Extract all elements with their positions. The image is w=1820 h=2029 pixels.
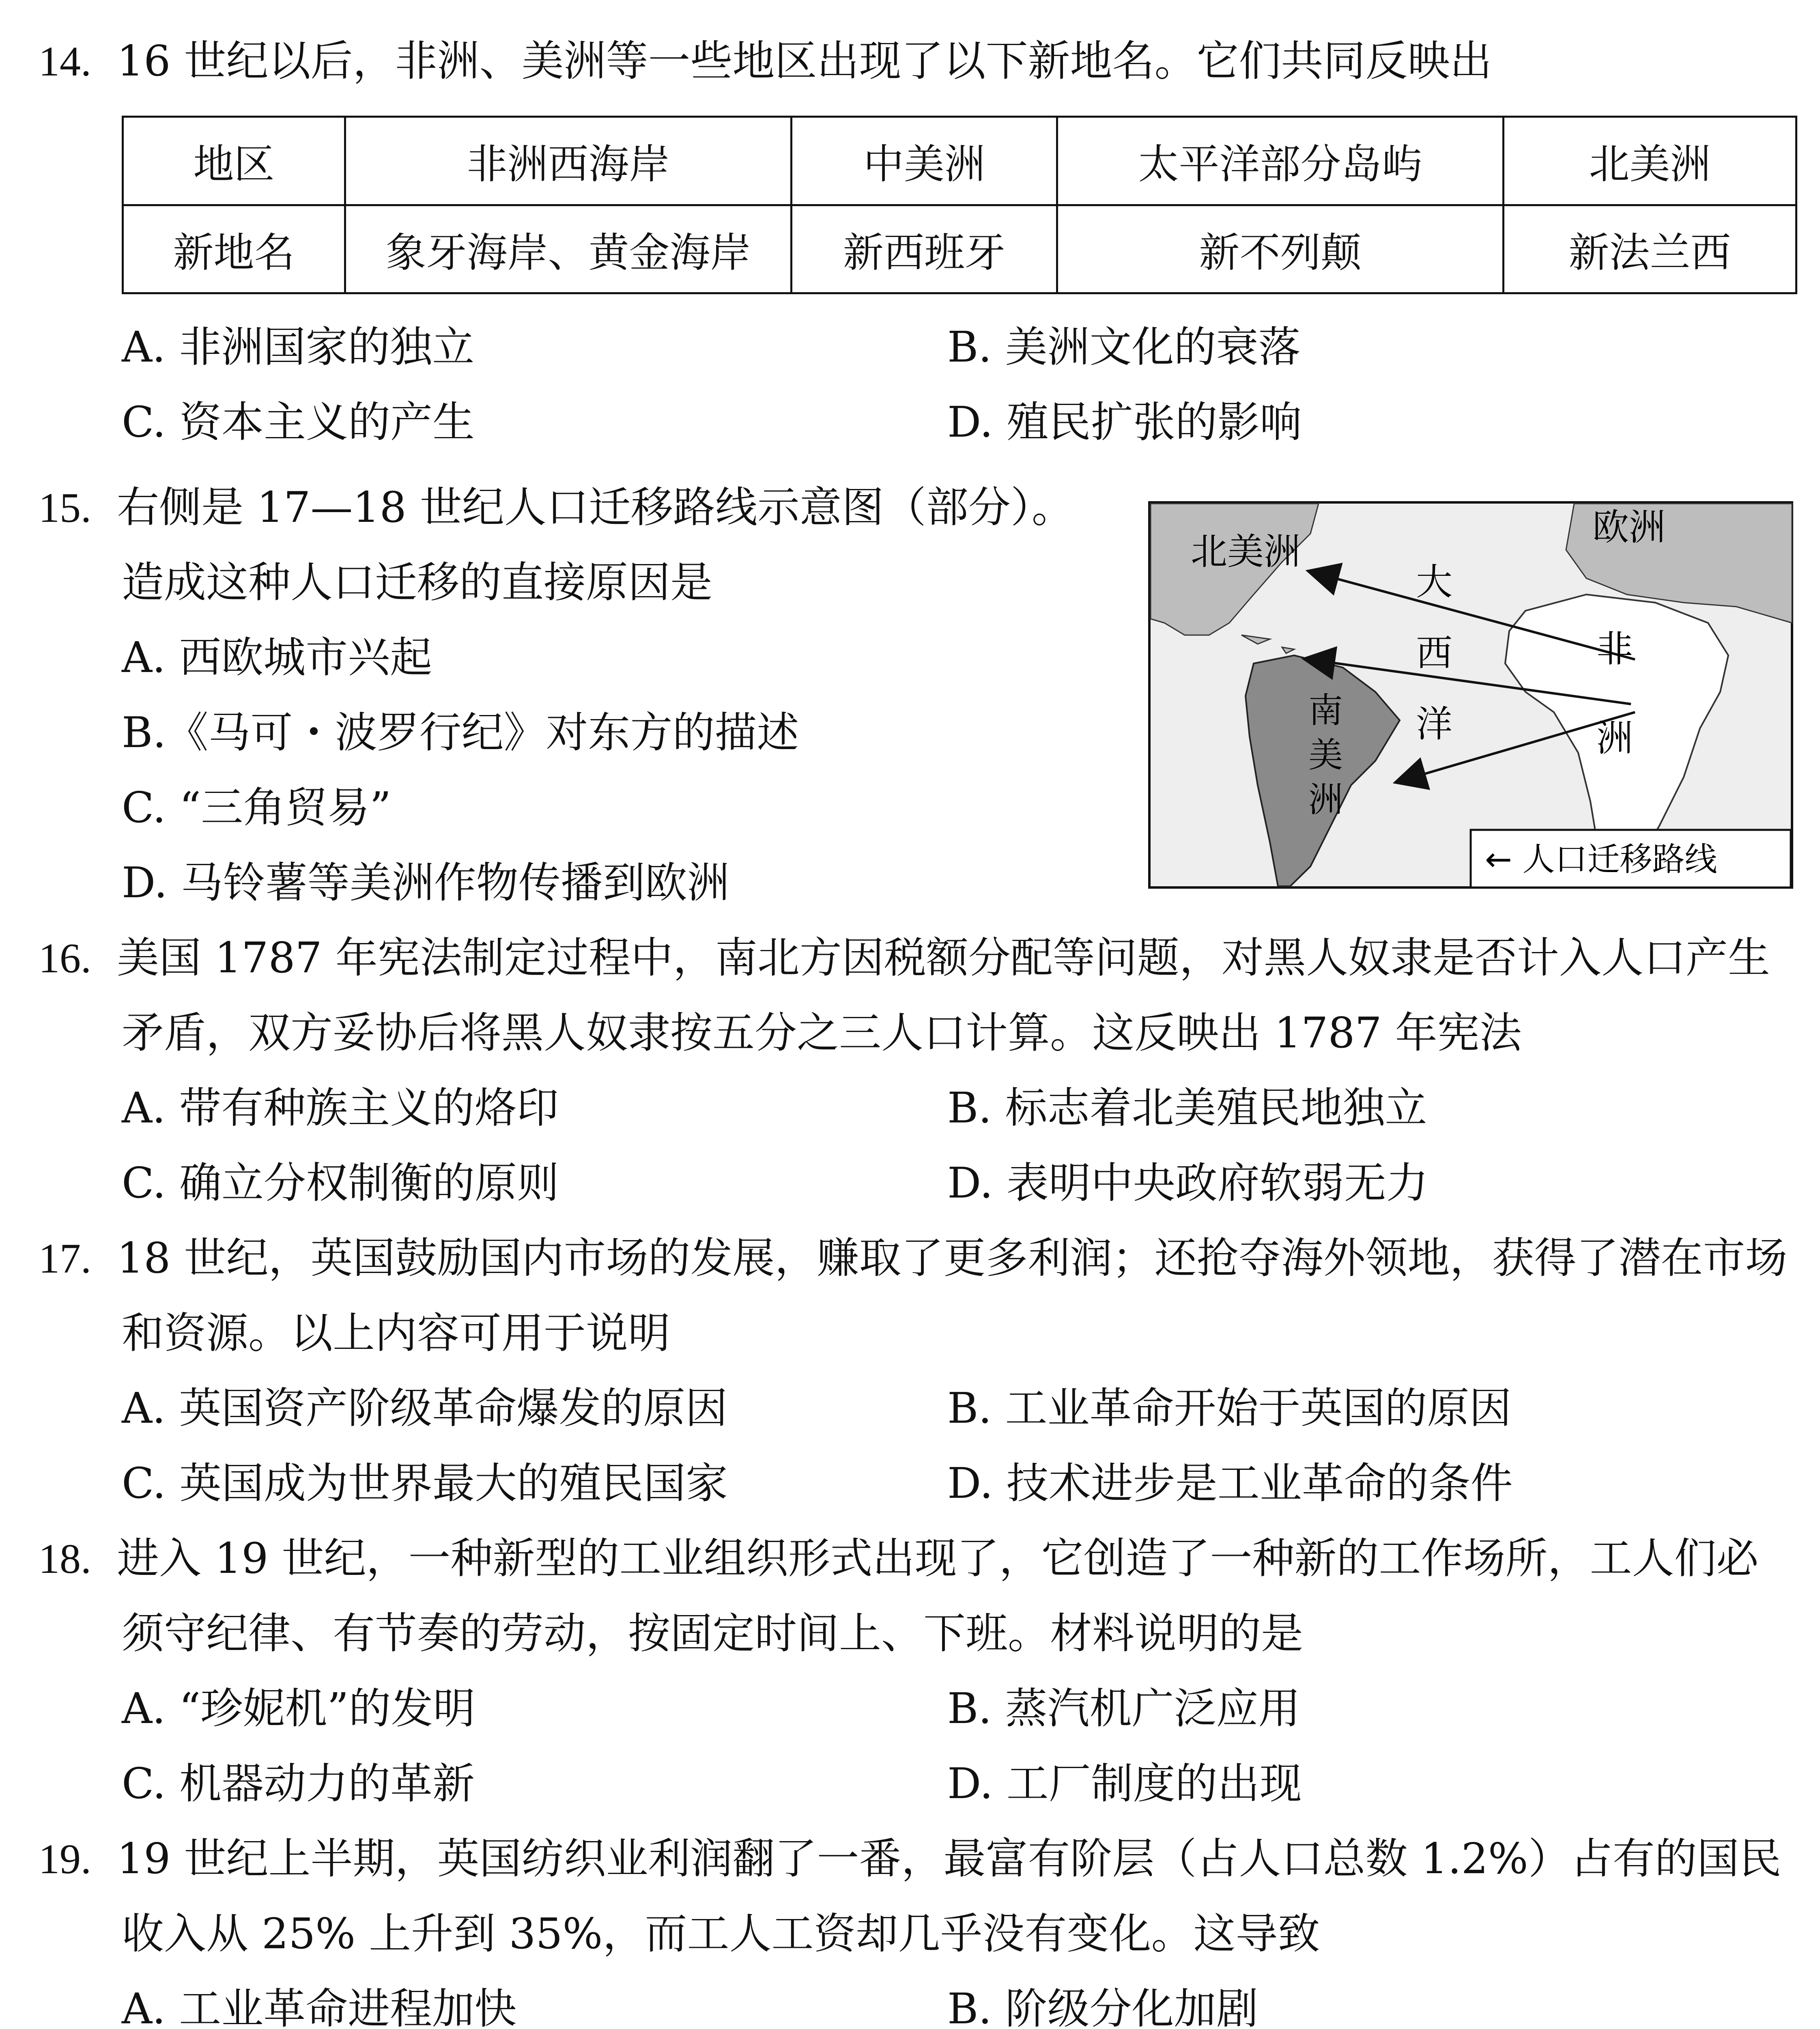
question-text: 须守纪律、有节奏的劳动，按固定时间上、下班。材料说明的是 bbox=[122, 1609, 1304, 1658]
label-atlantic: 洋 bbox=[1416, 703, 1452, 745]
question-19-stem bbox=[39, 1832, 1781, 1886]
table-cell: 新不列颠 bbox=[1057, 205, 1504, 293]
question-number: 16. bbox=[39, 935, 91, 982]
question-text: 美国 1787 年宪法制定过程中，南北方因税额分配等问题，对黑人奴隶是否计入人口产生 bbox=[117, 933, 1770, 982]
label-europe: 欧洲 bbox=[1592, 506, 1665, 549]
question-18-stem bbox=[39, 1532, 1759, 1585]
label-atlantic: 大 bbox=[1416, 561, 1452, 603]
question-number: 19. bbox=[39, 1836, 91, 1883]
option-c[interactable]: C. 资本主义的产生 bbox=[122, 397, 475, 447]
question-text: 右侧是 17—18 世纪人口迁移路线示意图（部分）。 bbox=[117, 482, 1074, 532]
question-number: 14. bbox=[39, 38, 91, 85]
option-c[interactable]: C. 确立分权制衡的原则 bbox=[122, 1158, 559, 1208]
legend-label: ← 人口迁移路线 bbox=[1485, 840, 1717, 878]
option-b[interactable]: B. 标志着北美殖民地独立 bbox=[947, 1083, 1427, 1133]
question-text: 造成这种人口迁移的直接原因是 bbox=[122, 558, 713, 607]
option-b[interactable]: B. 蒸汽机广泛应用 bbox=[947, 1684, 1301, 1733]
option-a[interactable]: A. “珍妮机”的发明 bbox=[122, 1684, 475, 1733]
label-north-america: 北美洲 bbox=[1191, 530, 1300, 573]
label-south-america: 洲 bbox=[1308, 780, 1343, 820]
question-17-stem bbox=[39, 1232, 1787, 1285]
option-b[interactable]: B. 美洲文化的衰落 bbox=[947, 322, 1301, 372]
question-text: 19 世纪上半期，英国纺织业利润翻了一番，最富有阶层（占人口总数 1.2%）占有的国民 bbox=[117, 1834, 1781, 1883]
option-c[interactable]: C. 机器动力的革新 bbox=[122, 1759, 475, 1808]
label-africa: 非 bbox=[1596, 628, 1633, 670]
option-a[interactable]: A. 西欧城市兴起 bbox=[122, 633, 432, 682]
option-a[interactable]: A. 非洲国家的独立 bbox=[122, 322, 475, 372]
table-row bbox=[123, 205, 1796, 293]
question-number: 17. bbox=[39, 1235, 91, 1282]
option-d[interactable]: D. 工厂制度的出现 bbox=[947, 1759, 1302, 1808]
option-b[interactable]: B. 阶级分化加剧 bbox=[947, 1984, 1259, 2029]
option-d[interactable]: D. 殖民扩张的影响 bbox=[947, 397, 1302, 447]
table-cell: 象牙海岸、黄金海岸 bbox=[345, 205, 792, 293]
question-16-stem bbox=[39, 931, 1770, 985]
table-row bbox=[123, 117, 1796, 205]
question-number: 15. bbox=[39, 485, 91, 531]
question-text: 收入从 25% 上升到 35%，而工人工资却几乎没有变化。这导致 bbox=[122, 1909, 1320, 1958]
place-names-table bbox=[122, 116, 1797, 294]
question-text: 18 世纪，英国鼓励国内市场的发展，赚取了更多利润；还抢夺海外领地，获得了潜在市场 bbox=[117, 1233, 1788, 1283]
option-c[interactable]: C. “三角贸易” bbox=[122, 783, 392, 832]
migration-map bbox=[1148, 501, 1793, 889]
table-cell: 非洲西海岸 bbox=[345, 117, 792, 205]
table-cell: 北美洲 bbox=[1504, 117, 1796, 205]
table-cell: 新法兰西 bbox=[1504, 205, 1796, 293]
option-d[interactable]: D. 表明中央政府软弱无力 bbox=[947, 1158, 1428, 1208]
option-d[interactable]: D. 技术进步是工业革命的条件 bbox=[947, 1458, 1513, 1508]
table-cell: 中美洲 bbox=[792, 117, 1057, 205]
option-a[interactable]: A. 英国资产阶级革命爆发的原因 bbox=[122, 1383, 728, 1433]
question-text: 进入 19 世纪，一种新型的工业组织形式出现了，它创造了一种新的工作场所，工人们必 bbox=[117, 1534, 1759, 1583]
question-number: 18. bbox=[39, 1536, 91, 1582]
table-cell: 地区 bbox=[123, 117, 345, 205]
question-text: 和资源。以上内容可用于说明 bbox=[122, 1308, 671, 1358]
question-14-stem bbox=[39, 34, 1492, 88]
label-south-america: 南 bbox=[1308, 691, 1343, 731]
question-text: 矛盾，双方妥协后将黑人奴隶按五分之三人口计算。这反映出 1787 年宪法 bbox=[122, 1008, 1522, 1058]
table-cell: 太平洋部分岛屿 bbox=[1057, 117, 1504, 205]
question-15-stem bbox=[39, 481, 1074, 534]
option-c[interactable]: C. 英国成为世界最大的殖民国家 bbox=[122, 1458, 728, 1508]
option-d[interactable]: D. 马铃薯等美洲作物传播到欧洲 bbox=[122, 858, 729, 907]
label-africa: 洲 bbox=[1596, 717, 1633, 760]
table-cell: 新西班牙 bbox=[792, 205, 1057, 293]
question-text: 16 世纪以后，非洲、美洲等一些地区出现了以下新地名。它们共同反映出 bbox=[117, 36, 1492, 86]
option-b[interactable]: B. 工业革命开始于英国的原因 bbox=[947, 1383, 1512, 1433]
option-a[interactable]: A. 带有种族主义的烙印 bbox=[122, 1083, 559, 1133]
label-south-america: 美 bbox=[1308, 735, 1343, 775]
label-atlantic: 西 bbox=[1416, 632, 1452, 674]
table-cell: 新地名 bbox=[123, 205, 345, 293]
option-a[interactable]: A. 工业革命进程加快 bbox=[122, 1984, 517, 2029]
option-b[interactable]: B.《马可・波罗行纪》对东方的描述 bbox=[122, 708, 799, 757]
